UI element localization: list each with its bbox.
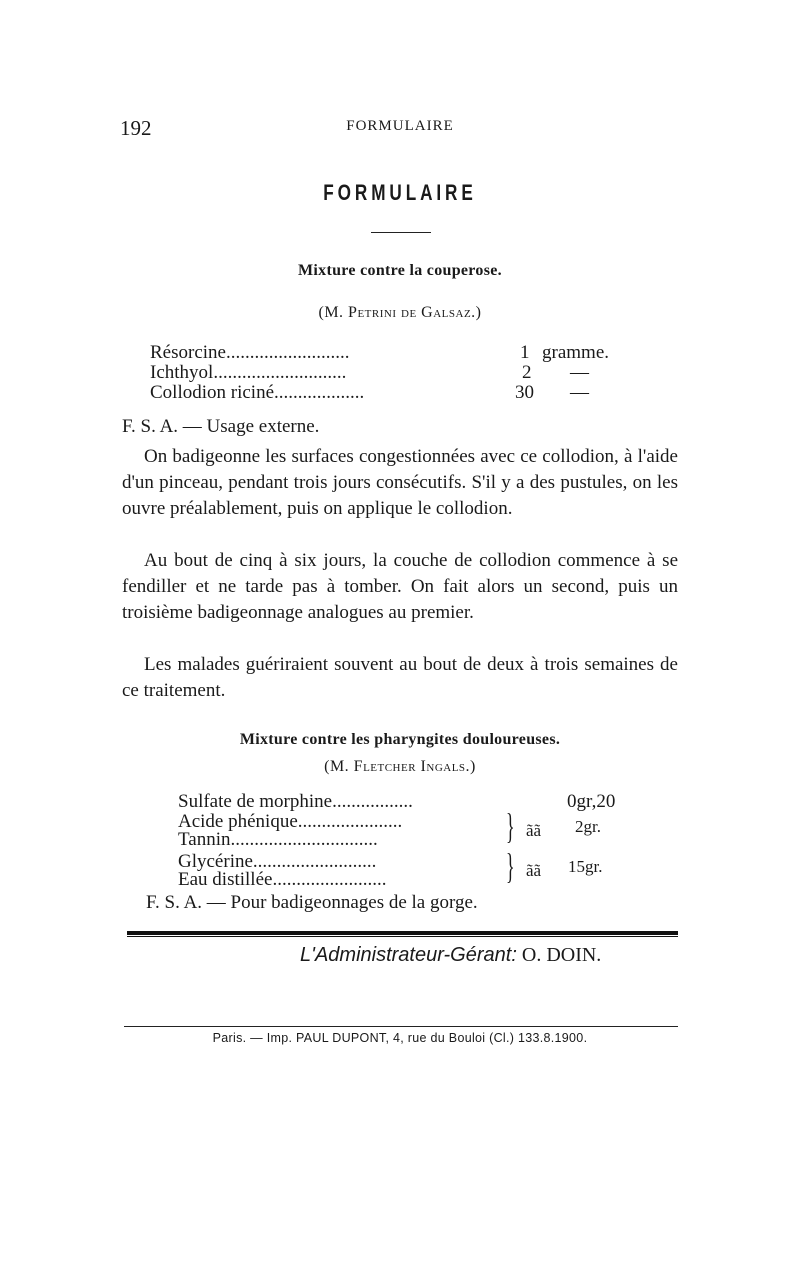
ingredient-qty: 2 xyxy=(522,362,532,383)
ingredient-ichthyol xyxy=(150,362,346,383)
ingredient-tannin xyxy=(178,829,378,850)
leader-dots: ........................ xyxy=(272,869,387,890)
ingredient-eau-distillee xyxy=(178,869,386,890)
leader-dots: ............................... xyxy=(230,829,378,850)
section1-title: Mixture contre la couperose. xyxy=(298,262,502,279)
section1-fsa: F. S. A. — Usage externe. xyxy=(122,416,320,437)
brace: } xyxy=(506,806,515,846)
ingredient-morphine xyxy=(178,791,413,812)
ingredient-name: Glycérine xyxy=(178,851,253,872)
ingredient-name: Eau distillée xyxy=(178,869,273,890)
section2-author: (M. Fletcher Ingals.) xyxy=(324,758,476,775)
running-head-title: FORMULAIRE xyxy=(346,118,454,134)
leader-dots: ............................ xyxy=(213,362,347,383)
brace: } xyxy=(506,846,515,886)
leader-dots: .......................... xyxy=(252,851,377,872)
ingredient-name: Tannin xyxy=(178,829,231,850)
section1-paragraph-1: On badigeonne les surfaces congestionnées avec ce collodion, à l'aide d'un pinceau, pendant trois jours consécutifs. S'il y a des pustules, on les ouvre préalablement, puis on applique le collodion. xyxy=(122,446,678,519)
ingredient-unit: — xyxy=(570,362,589,383)
administrator-label: L'Administrateur-Gérant: xyxy=(300,944,517,966)
ingredient-qty: 1 xyxy=(520,342,530,363)
ingredient-collodion xyxy=(150,382,364,403)
imprint-rule xyxy=(124,1026,678,1027)
imprint: Paris. — Imp. PAUL DUPONT, 4, rue du Bouloi (Cl.) 133.8.1900. xyxy=(212,1031,588,1045)
administrator-name: O. DOIN. xyxy=(521,944,602,966)
ana-abbrev: ãã xyxy=(526,821,542,840)
ingredient-name: Acide phénique xyxy=(178,811,298,832)
section1-paragraph-3: Les malades guériraient souvent au bout de deux à trois semaines de ce traitement. xyxy=(122,654,678,701)
footer-thick-rule xyxy=(127,931,678,935)
leader-dots: ...................... xyxy=(297,811,403,832)
ingredient-qty: 0gr,20 xyxy=(567,791,616,812)
ingredient-qty: 15gr. xyxy=(568,857,603,876)
ingredient-resorcine xyxy=(150,342,349,363)
footer-thin-rule xyxy=(127,936,678,937)
administrator-line xyxy=(300,944,601,967)
ingredient-qty: 2gr. xyxy=(575,817,601,836)
page-number: 192 xyxy=(120,116,152,140)
leader-dots: ................... xyxy=(274,382,365,403)
ingredient-name: Ichthyol xyxy=(150,362,214,383)
section2-title: Mixture contre les pharyngites douloureuses. xyxy=(239,731,561,748)
leader-dots: .......................... xyxy=(225,342,350,363)
section2-fsa: F. S. A. — Pour badigeonnages de la gorge. xyxy=(146,892,478,913)
ingredient-name: Sulfate de morphine xyxy=(178,791,333,812)
ingredient-unit: — xyxy=(570,382,589,403)
title-divider xyxy=(371,232,431,233)
main-title: FORMULAIRE xyxy=(323,180,477,205)
ingredient-qty: 30 xyxy=(515,382,534,403)
section1-author: (M. Petrini de Galsaz.) xyxy=(318,304,482,321)
ingredient-name: Collodion riciné xyxy=(150,382,275,403)
leader-dots: ................. xyxy=(332,791,413,812)
ana-abbrev: ãã xyxy=(526,861,542,880)
ingredient-name: Résorcine xyxy=(150,342,226,363)
section1-paragraph-2: Au bout de cinq à six jours, la couche de collodion commence à se fendiller et ne tarde pas à tomber. On fait alors un second, puis un troisième badigeonnage analogues au premier. xyxy=(122,550,678,623)
ingredient-unit: gramme. xyxy=(542,342,610,363)
